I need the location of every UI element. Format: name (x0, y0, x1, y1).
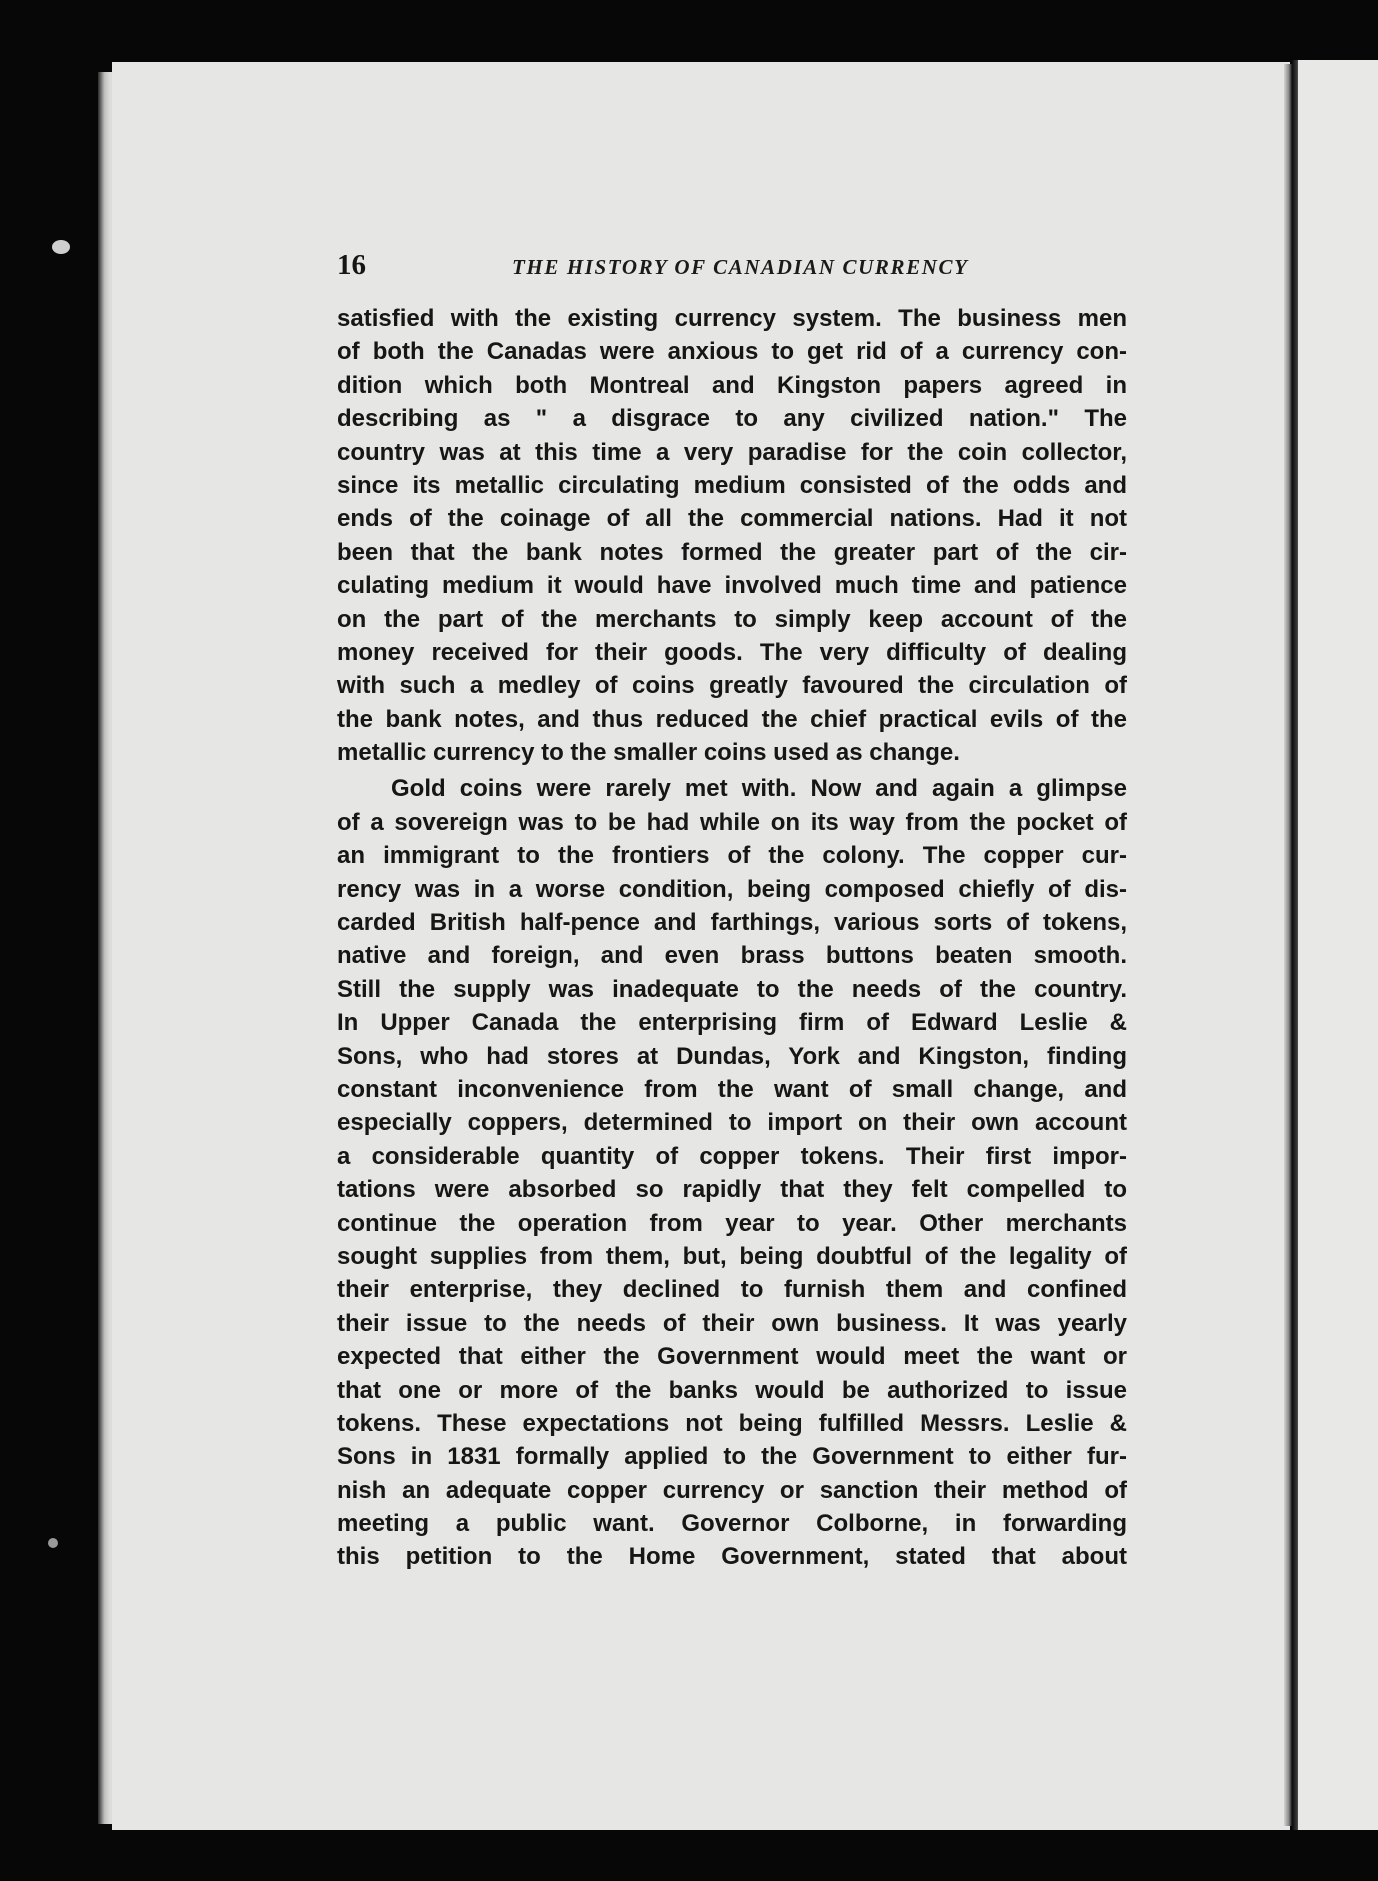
scan-speck (52, 240, 70, 254)
text-line: sought supplies from them, but, being doubtful of the legality of (337, 1242, 1127, 1270)
text-line: their enterprise, they declined to furnish them and confined (337, 1276, 1127, 1304)
page-number: 16 (337, 249, 366, 281)
text-line: constant inconvenience from the want of small change, and (337, 1075, 1127, 1103)
paragraph (337, 302, 1127, 769)
text-line: Gold coins were rarely met with. Now and again a glimpse (391, 775, 1127, 803)
text-line: the bank notes, and thus reduced the chief practical evils of the (337, 705, 1127, 733)
text-line: satisfied with the existing currency system. The business men (337, 305, 1127, 332)
text-line: of a sovereign was to be had while on its way from the pocket of (337, 808, 1127, 836)
text-line: this petition to the Home Government, stated that about (337, 1543, 1127, 1571)
text-line: describing as " a disgrace to any civilized nation." The (337, 405, 1127, 433)
text-line: native and foreign, and even brass buttons beaten smooth. (337, 942, 1127, 970)
text-line: carded British half-pence and farthings, various sorts of tokens, (337, 909, 1127, 937)
text-line: country was at this time a very paradise for the coin collector, (337, 438, 1127, 466)
text-line: ends of the coinage of all the commercial nations. Had it not (337, 505, 1127, 533)
text-line: especially coppers, determined to import on their own account (337, 1109, 1127, 1137)
text-line: Sons in 1831 formally applied to the Government to either fur- (337, 1443, 1127, 1471)
text-line: an immigrant to the frontiers of the colony. The copper cur- (337, 842, 1127, 870)
running-title: THE HISTORY OF CANADIAN CURRENCY (512, 255, 969, 279)
text-line: money received for their goods. The very difficulty of dealing (337, 638, 1127, 666)
text-line: a considerable quantity of copper tokens. Their first impor- (337, 1142, 1127, 1170)
text-line: tations were absorbed so rapidly that they felt compelled to (337, 1176, 1127, 1204)
facing-page-sliver (1298, 60, 1378, 1830)
text-line: continue the operation from year to year. Other merchants (337, 1209, 1127, 1237)
text-line: Sons, who had stores at Dundas, York and Kingston, finding (337, 1042, 1127, 1070)
text-line: with such a medley of coins greatly favoured the circulation of (337, 672, 1127, 700)
running-header (337, 249, 1127, 283)
text-line: that one or more of the banks would be authorized to issue (337, 1376, 1127, 1404)
text-line: expected that either the Government would meet the want or (337, 1343, 1127, 1371)
text-line: rency was in a worse condition, being composed chiefly of dis- (337, 875, 1127, 903)
text-line: their issue to the needs of their own business. It was yearly (337, 1309, 1127, 1337)
body-text (337, 302, 1127, 1574)
text-line: been that the bank notes formed the greater part of the cir- (337, 538, 1127, 566)
text-line: culating medium it would have involved much time and patience (337, 572, 1127, 600)
text-line: since its metallic circulating medium consisted of the odds and (337, 471, 1127, 499)
text-line: In Upper Canada the enterprising firm of Edward Leslie & (337, 1009, 1127, 1037)
text-line: metallic currency to the smaller coins used as change. (337, 739, 960, 767)
paragraph (337, 772, 1127, 1573)
text-line: meeting a public want. Governor Colborne, in forwarding (337, 1510, 1127, 1538)
text-line: on the part of the merchants to simply keep account of the (337, 605, 1127, 633)
scan-speck (48, 1538, 58, 1548)
text-line: dition which both Montreal and Kingston papers agreed in (337, 371, 1127, 399)
page-right-edge (1284, 64, 1292, 1826)
text-line: tokens. These expectations not being fulfilled Messrs. Leslie & (337, 1409, 1127, 1437)
text-line: nish an adequate copper currency or sanction their method of (337, 1476, 1127, 1504)
text-line: Still the supply was inadequate to the needs of the country. (337, 975, 1127, 1003)
text-line: of both the Canadas were anxious to get rid of a currency con- (337, 338, 1127, 366)
